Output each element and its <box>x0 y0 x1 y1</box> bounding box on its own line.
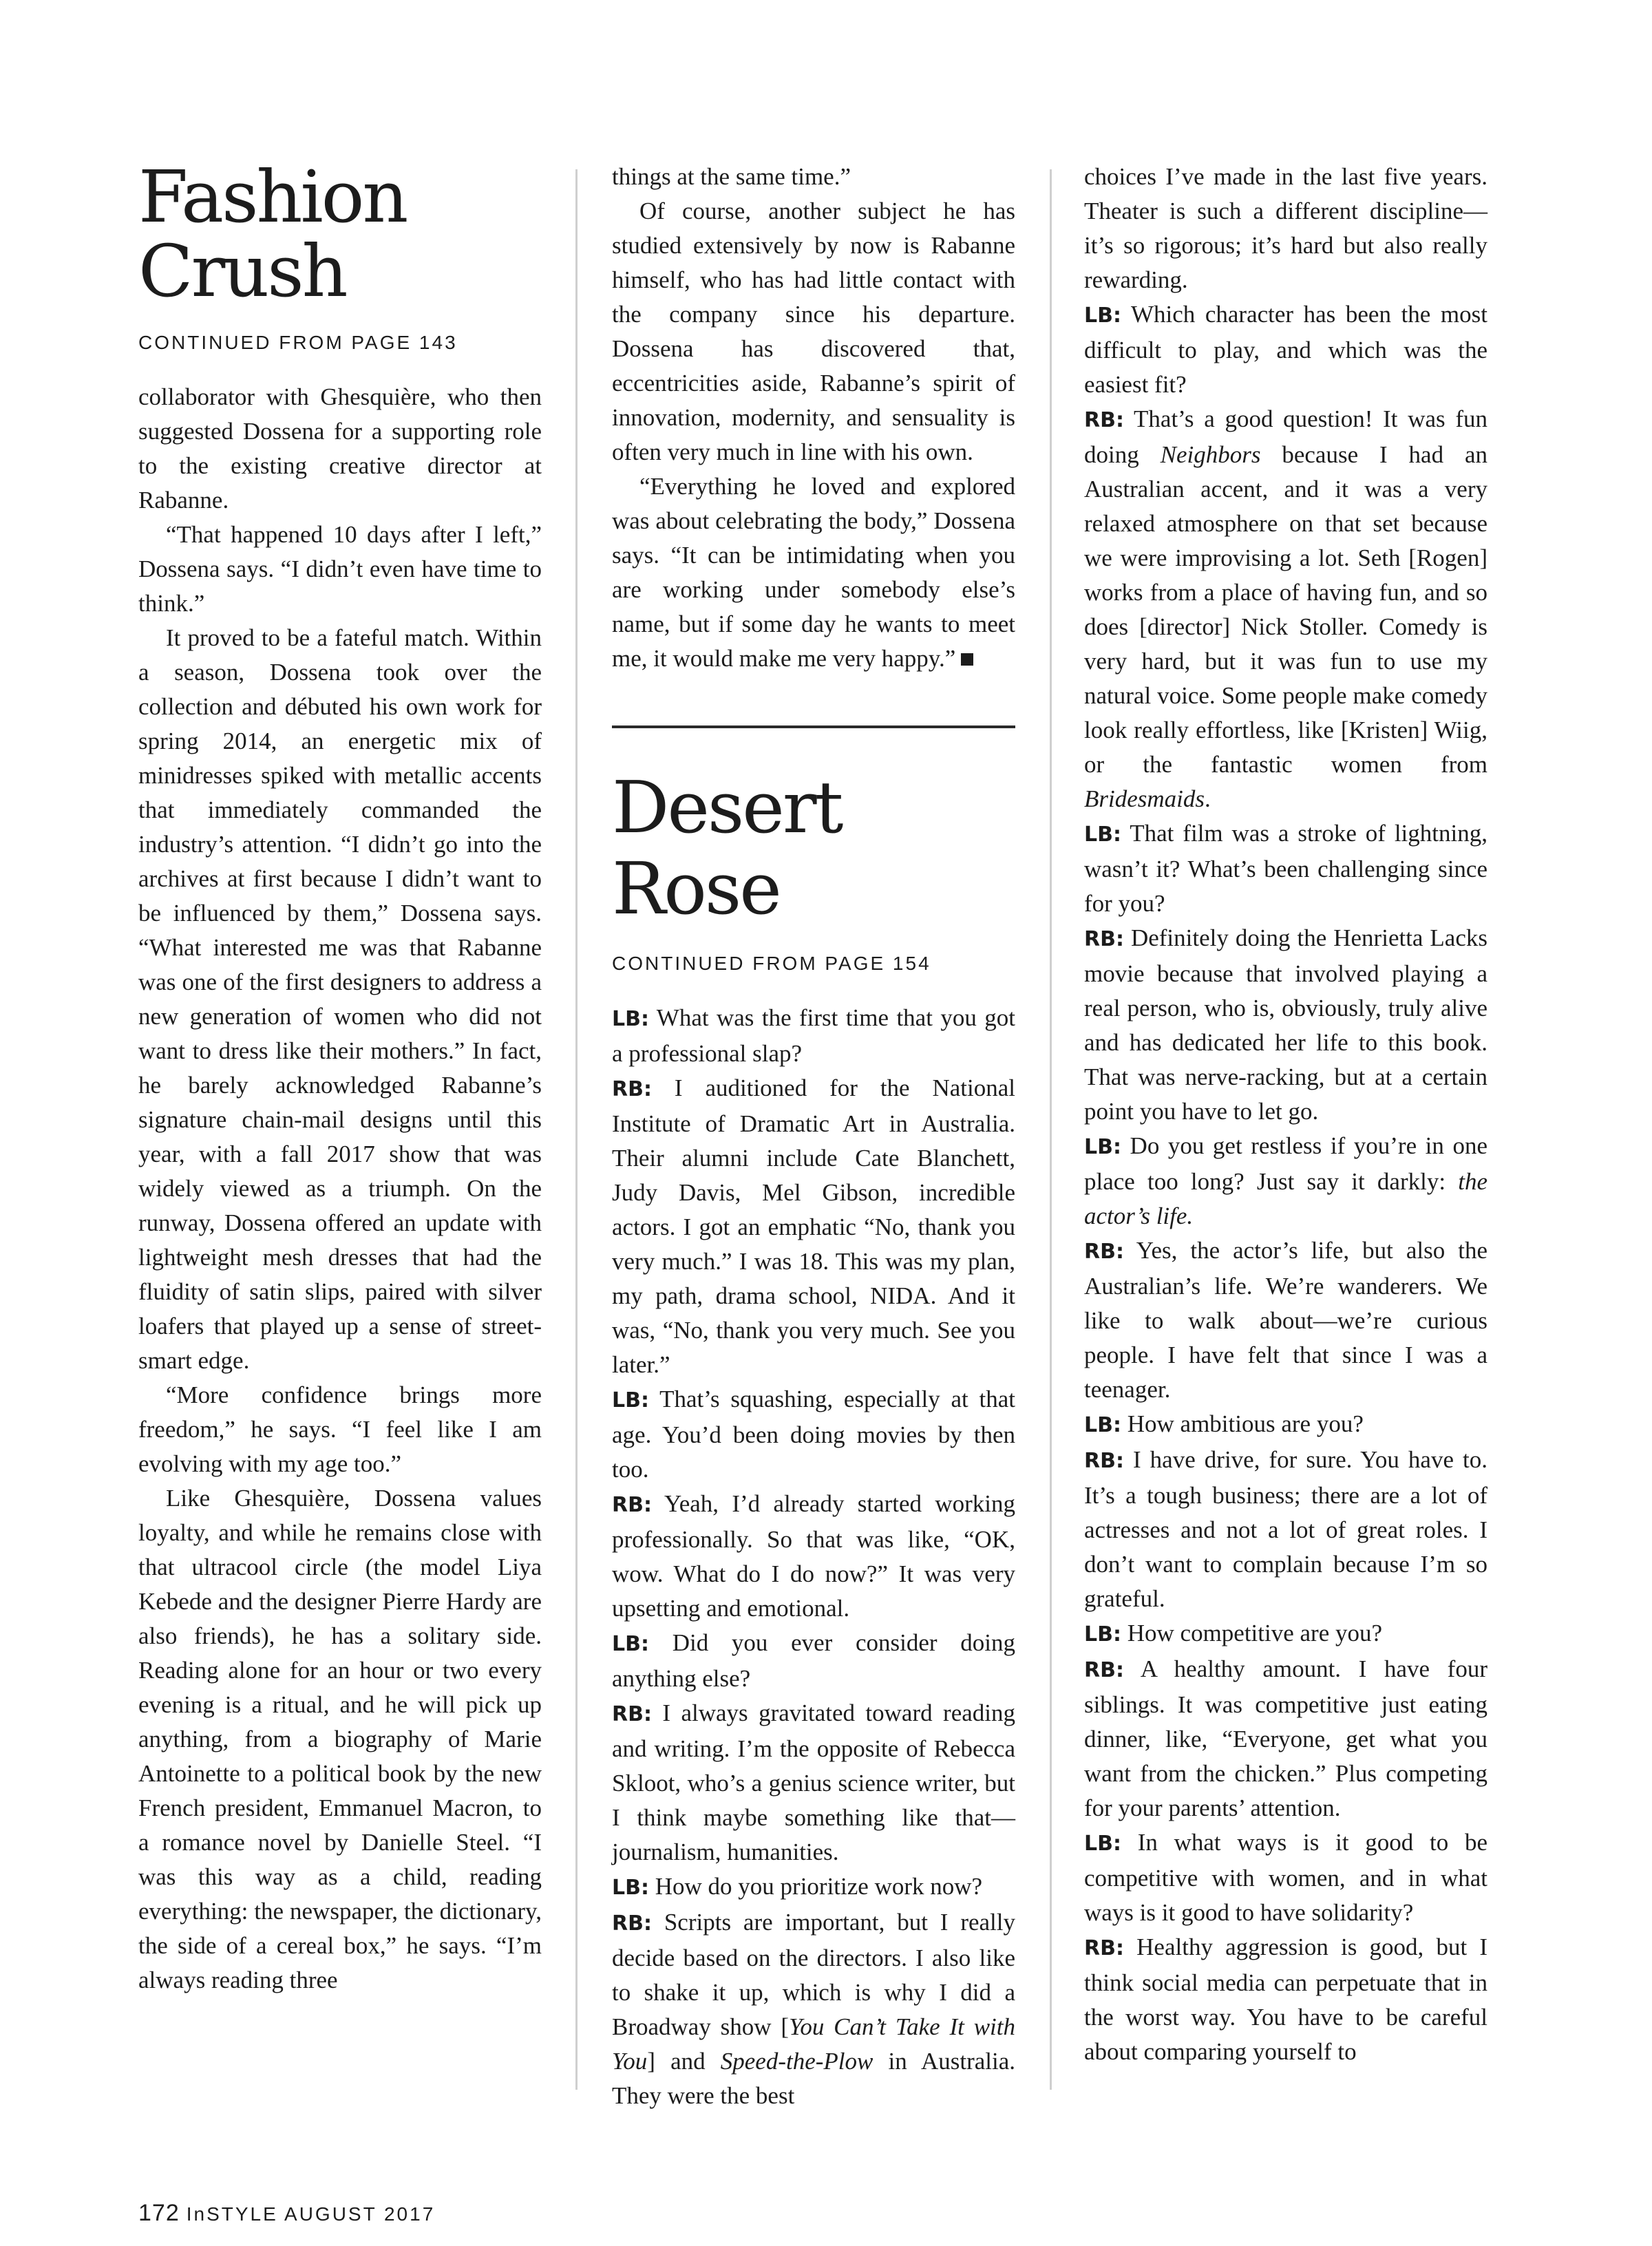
qa-text: How do you prioritize work now? <box>655 1873 983 1900</box>
speaker-label: LB <box>612 1388 641 1412</box>
qa-text: Did you ever consider doing anything else? <box>612 1629 1015 1692</box>
qa-text: in Australia. They were the best <box>612 2048 1015 2109</box>
qa-line: LB: Do you get restless if you’re in one place too long? Just say it darkly: the actor’s life. <box>1084 1132 1487 1229</box>
speaker-label: LB <box>1084 1832 1113 1856</box>
qa-text: ] and <box>647 2048 721 2075</box>
section-divider <box>612 725 1015 728</box>
speaker-label: LB <box>1084 823 1113 847</box>
column-rule <box>1050 169 1052 2090</box>
speaker-label: RB <box>612 1702 644 1726</box>
qa-line: RB: I have drive, for sure. You have to. It’s a tough business; there are a lot of actresses and not a lot of great roles. I don’t want to complain because I’m so grateful. <box>1084 1446 1487 1612</box>
qa-line: LB: Which character has been the most difficult to play, and which was the easiest fit? <box>1084 301 1487 398</box>
page-footer <box>138 2200 435 2227</box>
speaker-label: RB <box>612 1493 644 1517</box>
italic-title: You Can’t Take It with You <box>612 2013 1016 2075</box>
speaker-label: LB <box>1084 1413 1113 1437</box>
column-1 <box>138 155 542 1998</box>
qa-text: A healthy amount. I have four siblings. It was competitive just eating dinner, like, “Everyone, get what you want from the chicken.” Plus competing for your parents’ attention. <box>1084 1655 1487 1821</box>
headline-fashion-crush: Fashion Crush <box>138 155 407 313</box>
paragraph: Like Ghesquière, Dossena values loyalty, and while he remains close with that ultracool circle (the model Liya Kebede and the designer Pierre Hardy are also friends), he has a solitary side. Reading alone for an hour or two every evening is a ritual, and he will pick up anything, from a biography of Marie Antoinette to a political book by the new French president, Emmanuel Macron, to a romance novel by Danielle Steel. “I was this way as a child, reading everything: the newspaper, the dictionary, the side of a cereal box,” he says. “I’m always reading three <box>138 1485 542 1993</box>
qa-line: RB: I always gravitated toward reading and writing. I’m the opposite of Rebecca Skloot, who’s a genius science writer, but I think maybe something like that—journalism, humanities. <box>612 1699 1015 1865</box>
qa-line: LB: In what ways is it good to be competitive with women, and in what ways is it good to have solidarity? <box>1084 1829 1487 1926</box>
qa-text: I have drive, for sure. You have to. It’s a tough business; there are a lot of actresses and not a lot of great roles. I don’t want to complain because I’m so grateful. <box>1084 1446 1487 1612</box>
qa-text: I always gravitated toward reading and writing. I’m the opposite of Rebecca Skloot, who’s a genius science writer, but I think maybe something like that—journalism, humanities. <box>612 1699 1015 1865</box>
end-mark-icon <box>961 653 973 666</box>
headline-desert-rose: Desert Rose <box>612 765 842 931</box>
paragraph <box>612 469 1015 676</box>
qa-line: choices I’ve made in the last five years. Theater is such a different discipline—it’s so rigorous; it’s hard but also really rewarding. <box>1084 163 1487 293</box>
italic-title: Neighbors <box>1160 441 1261 468</box>
page-number: 172 <box>138 2200 180 2226</box>
qa-line: RB: Definitely doing the Henrietta Lacks movie because that involved playing a real person, who is, obviously, truly alive and has dedicated her life to this book. That was nerve-racking, but at a certain point you have to let go. <box>1084 924 1487 1125</box>
continued-from-label: CONTINUED FROM PAGE 143 <box>138 332 458 353</box>
qa-text: That’s squashing, especially at that age. You’d been doing movies by then too. <box>612 1386 1016 1483</box>
qa-line: LB: What was the first time that you got a professional slap? <box>612 1004 1015 1067</box>
continued-from-label: CONTINUED FROM PAGE 154 <box>612 953 931 974</box>
speaker-label: LB <box>612 1632 641 1656</box>
qa-text: because I had an Australian accent, and it was a very relaxed atmosphere on that set because we were improvising a lot. Seth [Rogen] works from a place of having fun, and so does [director] Nick Stoller. Comedy is very hard, but it was fun to use my natural voice. Some people make comedy look really effortless, like [Kristen] Wiig, or the fantastic women from <box>1084 441 1487 778</box>
qa-line: RB: Healthy aggression is good, but I think social media can perpetuate that in the worst way. You have to be careful about comparing yourself to <box>1084 1934 1487 2065</box>
qa-line: LB: That film was a stroke of lightning, wasn’t it? What’s been challenging since for you? <box>1084 820 1487 917</box>
column-rule <box>575 169 578 2090</box>
qa-line: RB: Yeah, I’d already started working professionally. So that was like, “OK, wow. What do I do now?” It was very upsetting and emotional. <box>612 1490 1015 1622</box>
speaker-label: LB <box>1084 304 1113 328</box>
column-3 <box>1084 160 1487 2069</box>
paragraph: “That happened 10 days after I left,” Dossena says. “I didn’t even have time to think.” <box>138 521 542 617</box>
qa-text: Healthy aggression is good, but I think social media can perpetuate that in the worst way. You have to be careful about comparing yourself to <box>1084 1934 1487 2065</box>
italic-title: Speed-the-Plow <box>720 2048 873 2075</box>
qa-line: LB: How ambitious are you? <box>1084 1410 1364 1437</box>
qa-line: RB: I auditioned for the National Institute of Dramatic Art in Australia. Their alumni include Cate Blanchett, Judy Davis, Mel Gibson, incredible actors. I got an emphatic “No, thank you very much.” I was 18. This was my plan, my path, drama school, NIDA. And it was, “No, thank you very much. See you later.” <box>612 1074 1016 1378</box>
paragraph-text: “Everything he loved and explored was about celebrating the body,” Dossena says. “It can be intimidating when you are working under somebody else’s name, but if some day he wants to meet me, it would make me very happy.” <box>612 473 1015 672</box>
qa-text: That film was a stroke of lightning, wasn’t it? What’s been challenging since for you? <box>1084 820 1487 917</box>
speaker-label: RB <box>612 1911 644 1936</box>
folio-text: InSTYLE AUGUST 2017 <box>186 2203 436 2225</box>
paragraph: Of course, another subject he has studied extensively by now is Rabanne himself, who has had little contact with the company since his departure. Dossena has discovered that, eccentricities aside, Rabanne’s spirit of innovation, modernity, and sensuality is often very much in line with his own. <box>612 198 1015 465</box>
italic-phrase: the actor’s life. <box>1084 1168 1487 1229</box>
qa-text: In what ways is it good to be competitive with women, and in what ways is it good to have solidarity? <box>1084 1829 1487 1926</box>
qa-text: Scripts are important, but I really decide based on the directors. I also like to shake it up, which is why I did a Broadway show [ <box>612 1909 1016 2040</box>
qa-text: Yeah, I’d already started working professionally. So that was like, “OK, wow. What do I do now?” It was very upsetting and emotional. <box>612 1490 1015 1622</box>
qa-line: LB: How competitive are you? <box>1084 1620 1383 1646</box>
speaker-label: RB <box>1084 1449 1116 1473</box>
speaker-label: RB <box>1084 927 1116 951</box>
speaker-label: LB <box>612 1876 641 1900</box>
speaker-label: LB <box>1084 1135 1113 1159</box>
qa-text: Do you get restless if you’re in one place too long? Just say it darkly: <box>1084 1132 1487 1195</box>
qa-text: How competitive are you? <box>1127 1620 1383 1646</box>
paragraph: collaborator with Ghesquière, who then suggested Dossena for a supporting role to the existing creative director at Rabanne. <box>138 383 542 513</box>
qa-line: LB: Did you ever consider doing anything else? <box>612 1629 1015 1692</box>
qa-text: How ambitious are you? <box>1127 1410 1364 1437</box>
paragraph: “More confidence brings more freedom,” he says. “I feel like I am evolving with my age too.” <box>138 1381 542 1477</box>
paragraph: things at the same time.” <box>612 163 851 190</box>
speaker-label: LB <box>1084 1622 1113 1646</box>
speaker-label: RB <box>1084 1936 1116 1960</box>
speaker-label: RB <box>612 1077 644 1101</box>
qa-text: Definitely doing the Henrietta Lacks movie because that involved playing a real person, who is, obviously, truly alive and has dedicated her life to this book. That was nerve-racking, but at a certain point you have to let go. <box>1084 924 1487 1125</box>
qa-text: Yes, the actor’s life, but also the Australian’s life. We’re wanderers. We like to walk about—we’re curious people. I have felt that since I was a teenager. <box>1084 1237 1488 1403</box>
qa-text: That’s a good question! It was fun doing <box>1084 405 1487 468</box>
paragraph: It proved to be a fateful match. Within a season, Dossena took over the collection and débuted his own work for spring 2014, an energetic mix of minidresses spiked with metallic accents that immediately commanded the industry’s attention. “I didn’t go into the archives at first because I didn’t want to be influenced by them,” Dossena says. “What interested me was that Rabanne was one of the first designers to address a new generation of women who did not want to dress like their mothers.” In fact, he barely acknowledged Rabanne’s signature chain-mail designs until this year, with a fall 2017 show that was widely viewed as a triumph. On the runway, Dossena offered an update with lightweight mesh dresses that had the fluidity of satin slips, paired with silver loafers that played up a sense of street-smart edge. <box>138 624 542 1374</box>
qa-line: LB: How do you prioritize work now? <box>612 1873 983 1900</box>
speaker-label: RB <box>1084 1658 1116 1682</box>
qa-line: RB: A healthy amount. I have four siblings. It was competitive just eating dinner, like, “Everyone, get what you want from the chicken.” Plus competing for your parents’ attention. <box>1084 1655 1487 1821</box>
qa-text: What was the first time that you got a professional slap? <box>612 1004 1015 1067</box>
qa-text: Which character has been the most difficult to play, and which was the easiest fit? <box>1084 301 1487 398</box>
qa-line: LB: That’s squashing, especially at that age. You’d been doing movies by then too. <box>612 1386 1016 1483</box>
speaker-label: RB <box>1084 1240 1116 1264</box>
italic-title: Bridesmaids <box>1084 785 1205 812</box>
column-2 <box>612 160 1015 2113</box>
qa-text: I auditioned for the National Institute of Dramatic Art in Australia. Their alumni include Cate Blanchett, Judy Davis, Mel Gibson, incredible actors. I got an emphatic “No, thank you very much.” I was 18. This was my plan, my path, drama school, NIDA. And it was, “No, thank you very much. See you later.” <box>612 1074 1016 1378</box>
qa-line: RB: Scripts are important, but I really decide based on the directors. I also like to shake it up, which is why I did a Broadway show [You Can’t Take It with You] and Speed-the-Plow in Australia. They were the best <box>612 1909 1016 2109</box>
qa-line: RB: Yes, the actor’s life, but also the Australian’s life. We’re wanderers. We like to walk about—we’re curious people. I have felt that since I was a teenager. <box>1084 1237 1488 1403</box>
qa-text: . <box>1205 785 1211 812</box>
speaker-label: RB <box>1084 408 1116 432</box>
qa-line: RB: That’s a good question! It was fun doing Neighbors because I had an Australian accent, and it was a very relaxed atmosphere on that set because we were improvising a lot. Seth [Rogen] works from a place of having fun, and so does [director] Nick Stoller. Comedy is very hard, but it was fun to use my natural voice. Some people make comedy look really effortless, like [Kristen] Wiig, or the fantastic women from Bridesmaids. <box>1084 405 1487 812</box>
speaker-label: LB <box>612 1007 641 1031</box>
